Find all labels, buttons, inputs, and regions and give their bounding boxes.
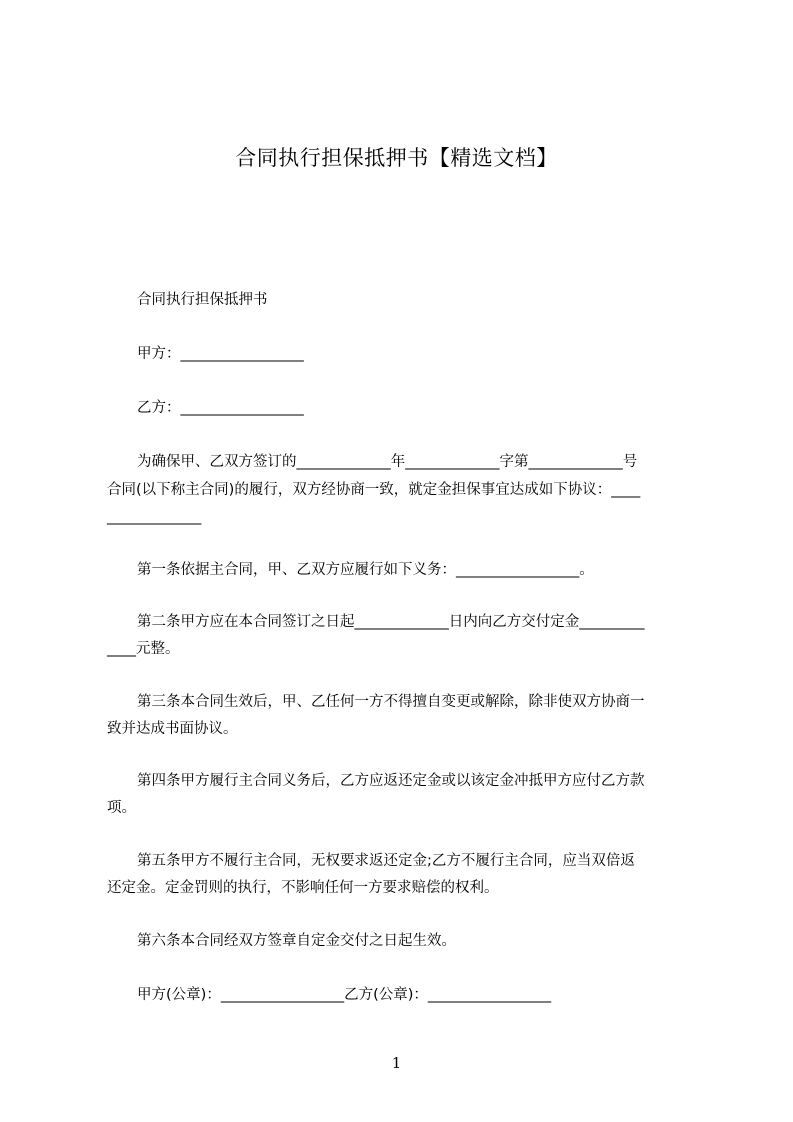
article-5-line-1: 第五条甲方不履行主合同，无权要求返还定金;乙方不履行主合同，应当双倍返 [137,853,635,869]
article-2-line-1: 第二条甲方应在本合同签订之日起_____________日内向乙方交付定金_________ [137,614,645,630]
article-5-line-2: 还定金。定金罚则的执行，不影响任何一方要求赔偿的权利。 [107,880,499,896]
preamble-line-3: _____________ [107,509,202,525]
preamble-line-2: 合同(以下称主合同)的履行，双方经协商一致，就定金担保事宜达成如下协议：____ [107,482,641,498]
party-b-line: 乙方：_________________ [137,400,304,416]
article-6: 第六条本合同经双方签章自定金交付之日起生效。 [137,933,456,949]
article-3-line-2: 致并达成书面协议。 [107,721,238,737]
article-4-line-1: 第四条甲方履行主合同义务后，乙方应返还定金或以该定金冲抵甲方应付乙方款 [137,773,645,789]
article-1: 第一条依据主合同，甲、乙双方应履行如下义务：_________________。 [137,562,594,578]
page-number: 1 [391,1054,402,1072]
party-a-line: 甲方：_________________ [137,346,304,362]
article-3-line-1: 第三条本合同生效后，甲、乙任何一方不得擅自变更或解除，除非使双方协商一 [137,694,645,710]
preamble-line-1: 为确保甲、乙双方签订的_____________年_____________字第_____________号 [137,454,638,470]
document-title: 合同执行担保抵押书【精选文档】 [235,146,558,170]
article-2-line-2: ____元整。 [107,641,180,657]
signature-line: 甲方(公章)：_________________乙方(公章)：_________________ [137,987,552,1003]
document-subtitle: 合同执行担保抵押书 [137,292,268,308]
article-4-line-2: 项。 [107,800,136,816]
